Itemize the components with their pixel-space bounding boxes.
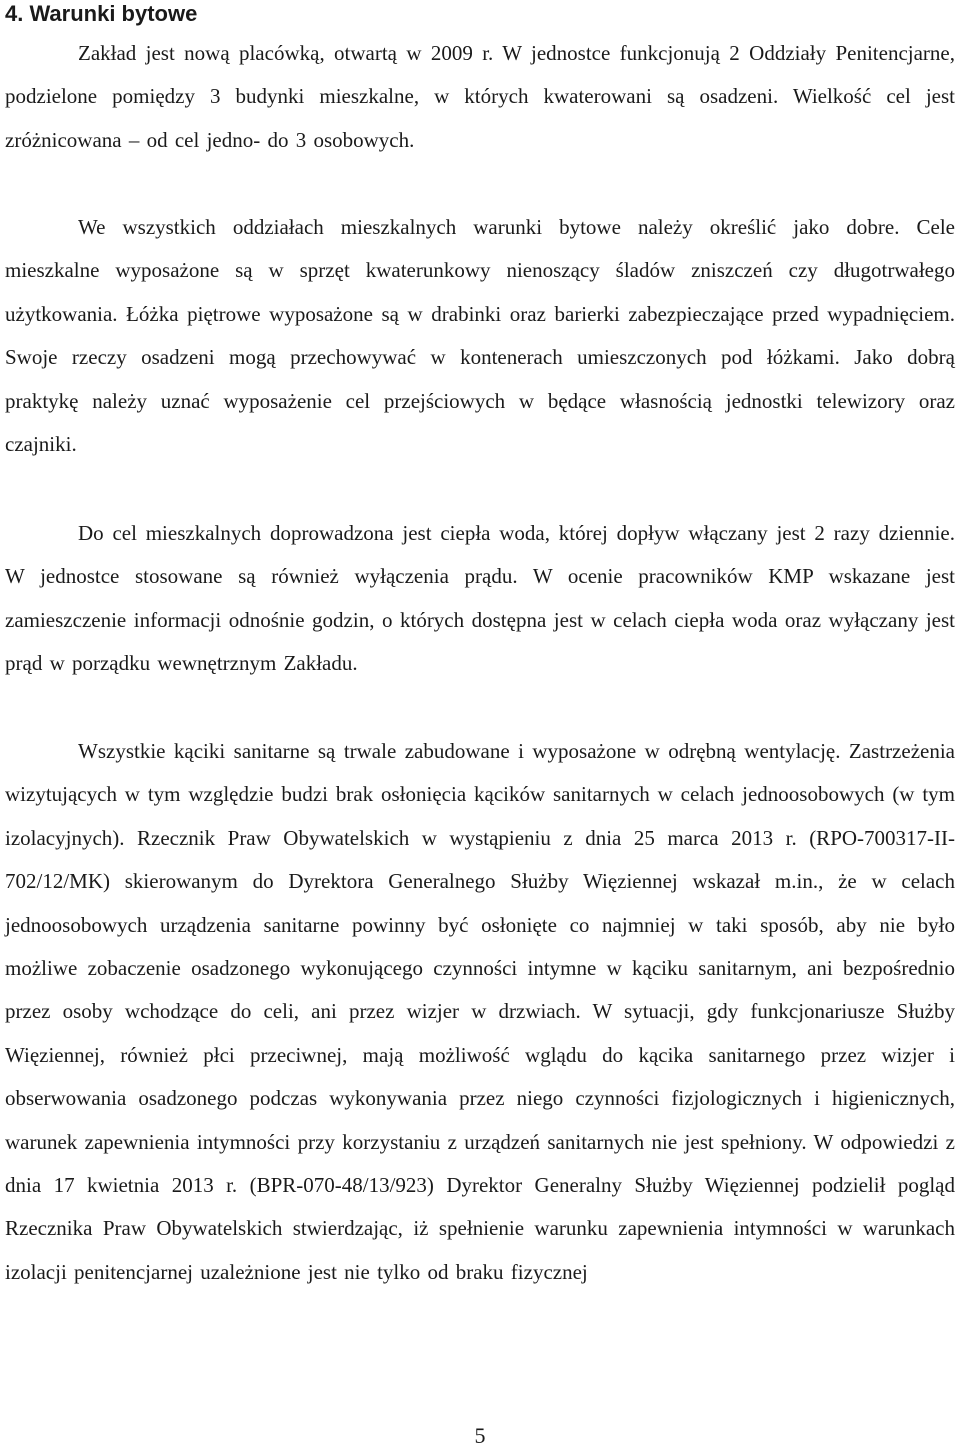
page-number: 5 bbox=[474, 1423, 486, 1448]
paragraph-living-conditions: We wszystkich oddziałach mieszkalnych warunki bytowe należy określić jako dobre. Cele mieszkalne wyposażone są w sprzęt kwaterunkowy nienoszący śladów zniszczeń czy długotrwałego użytkowania. Łóżka piętrowe wyposażone są w drabinki oraz barierki zabezpieczające przed wypadnięciem. Swoje rzeczy osadzeni mogą przechowywać w kontenerach umieszczonych pod łóżkami. Jako dobrą praktykę należy uznać wyposażenie cel przejściowych w będące własnością jednostki telewizory oraz czajniki. bbox=[5, 215, 955, 457]
paragraph-facility-description: Zakład jest nową placówką, otwartą w 2009 r. W jednostce funkcjonują 2 Oddziały Penitencjarne, podzielone pomiędzy 3 budynki mieszkalne, w których kwaterowani są osadzeni. Wielkość cel jest zróżnicowana – od cel jedno- do 3 osobowych. bbox=[5, 41, 955, 152]
paragraph-hot-water-electricity: Do cel mieszkalnych doprowadzona jest ciepła woda, której dopływ włączany jest 2 razy dziennie. W jednostce stosowane są również wyłączenia prądu. W ocenie pracowników KMP wskazane jest zamieszczenie informacji odnośnie godzin, o których dostępna jest w celach ciepła woda oraz wyłączany jest prąd w porządku wewnętrznym Zakładu. bbox=[5, 521, 955, 676]
paragraph-sanitary-corners: Wszystkie kąciki sanitarne są trwale zabudowane i wyposażone w odrębną wentylację. Zastrzeżenia wizytujących w tym względzie budzi brak osłonięcia kącików sanitarnych w celach jednoosobowych (w tym izolacyjnych). Rzecznik Praw Obywatelskich w wystąpieniu z dnia 25 marca 2013 r. (RPO-700317-II-702/12/MK) skierowanym do Dyrektora Generalnego Służby Więziennej wskazał m.in., że w celach jednoosobowych urządzenia sanitarne powinny być osłonięte co najmniej w taki sposób, aby nie było możliwe zobaczenie osadzonego wykonującego czynności intymne w kąciku sanitarnym, ani bezpośrednio przez osoby wchodzące do celi, ani przez wizjer w drzwiach. W sytuacji, gdy funkcjonariusze Służby Więziennej, również płci przeciwnej, mają możliwość wglądu do kącika sanitarnego przez wizjer i obserwowania osadzonego podczas wykonywania przez niego czynności fizjologicznych i higienicznych, warunek zapewnienia intymności przy korzystaniu z urządzeń sanitarnych nie jest spełniony. W odpowiedzi z dnia 17 kwietnia 2013 r. (BPR-070-48/13/923) Dyrektor Generalny Służby Więziennej podzielił pogląd Rzecznika Praw Obywatelskich stwierdzając, iż spełnienie warunku zapewnienia intymności w warunkach izolacji penitencjarnej uzależnione jest nie tylko od braku fizycznej bbox=[5, 739, 955, 1284]
section-heading: 4. Warunki bytowe bbox=[5, 1, 198, 26]
